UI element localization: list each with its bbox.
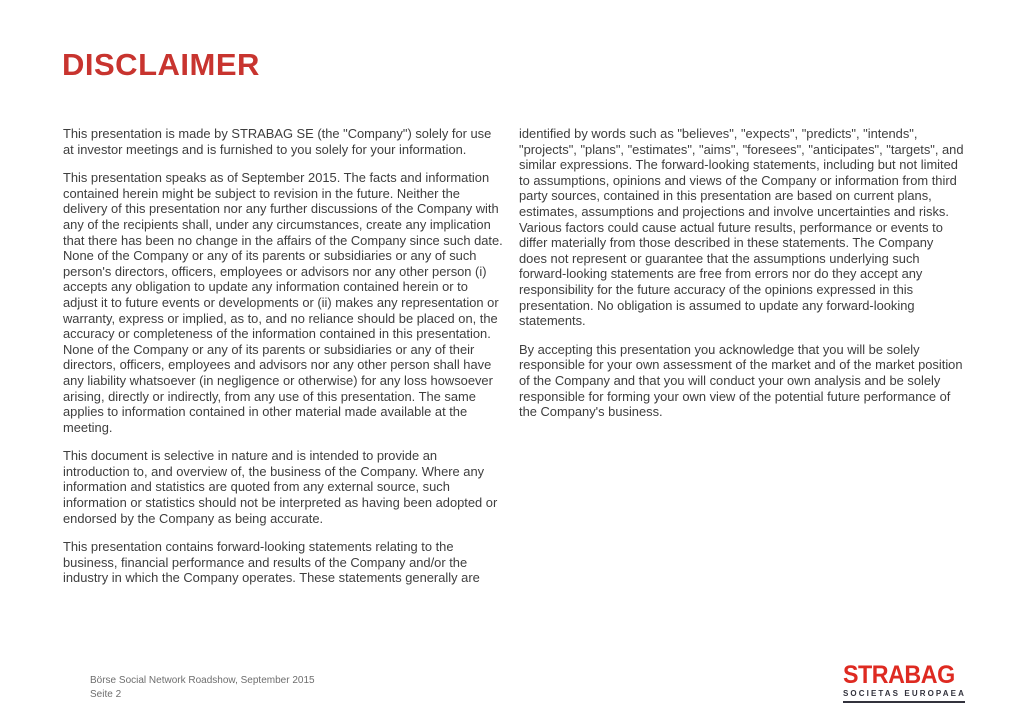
slide-footer: [90, 674, 315, 702]
disclaimer-paragraph: This presentation contains forward-looking statements relating to the business, financial performance and results of the Company and/or the industry in which the Company operates. These statements generally are: [63, 539, 480, 586]
logo-underline: [843, 701, 965, 703]
strabag-logo: [843, 662, 965, 703]
disclaimer-paragraph: This presentation speaks as of September 2015. The facts and information contained herein might be subject to revision in the future. Neither the delivery of this presentation nor any further discussions of the Company with any of the recipients shall, under any circumstances, create any implication that there has been no change in the affairs of the Company since such date. None of the Company or any of its parents or subsidiaries or any of such person's directors, officers, employees or advisors nor any other person (i) accepts any obligation to update any information contained herein or to adjust it to future events or developments or (ii) makes any representation or warranty, express or implied, as to, and no reliance should be placed on, the accuracy or completeness of the information contained in this presentation. None of the Company or any of its parents or subsidiaries or any of their directors, officers, employees and advisors nor any other person shall have any liability whatsoever (in negligence or otherwise) for any loss howsoever arising, directly or indirectly, from any use of this presentation. The same applies to information contained in other material made available at the meeting.: [63, 170, 503, 435]
disclaimer-paragraph: identified by words such as "believes", "expects", "predicts", "intends", "projects", "plans", "estimates", "aims", "foresees", "anticipates", "targets", and similar expressions. The forward-looking statements, including but not limited to assumptions, opinions and views of the Company or information from third party sources, contained in this presentation are based on current plans, estimates, assumptions and projections and involve uncertainties and risks. Various factors could cause actual future results, performance or events to differ materially from those described in these statements. The Company does not represent or guarantee that the assumptions underlying such forward-looking statements are free from errors nor do they accept any responsibility for the future accuracy of the opinions expressed in this presentation. No obligation is assumed to update any forward-looking statements.: [519, 126, 964, 329]
disclaimer-right-column: [519, 126, 964, 433]
logo-subtitle: SOCIETAS EUROPAEA: [843, 689, 966, 698]
disclaimer-paragraph: This document is selective in nature and is intended to provide an introduction to, and overview of, the business of the Company. Where any information and statistics are quoted from any external source, such information or statistics should not be interpreted as having been adopted or endorsed by the Company as being accurate.: [63, 448, 498, 526]
page-number: Seite 2: [90, 689, 122, 700]
footer-caption: Börse Social Network Roadshow, September 2015: [90, 675, 315, 686]
disclaimer-left-column: [63, 126, 504, 599]
disclaimer-paragraph: This presentation is made by STRABAG SE (the "Company") solely for use at investor meetings and is furnished to you solely for your information.: [63, 126, 492, 157]
logo-wordmark: STRABAG: [843, 661, 955, 689]
page-title: DISCLAIMER: [62, 46, 260, 82]
disclaimer-paragraph: By accepting this presentation you acknowledge that you will be solely responsible for your own assessment of the market and of the market position of the Company and that you will conduct your own analysis and be solely responsible for forming your own view of the potential future performance of the Company's business.: [519, 341, 963, 420]
